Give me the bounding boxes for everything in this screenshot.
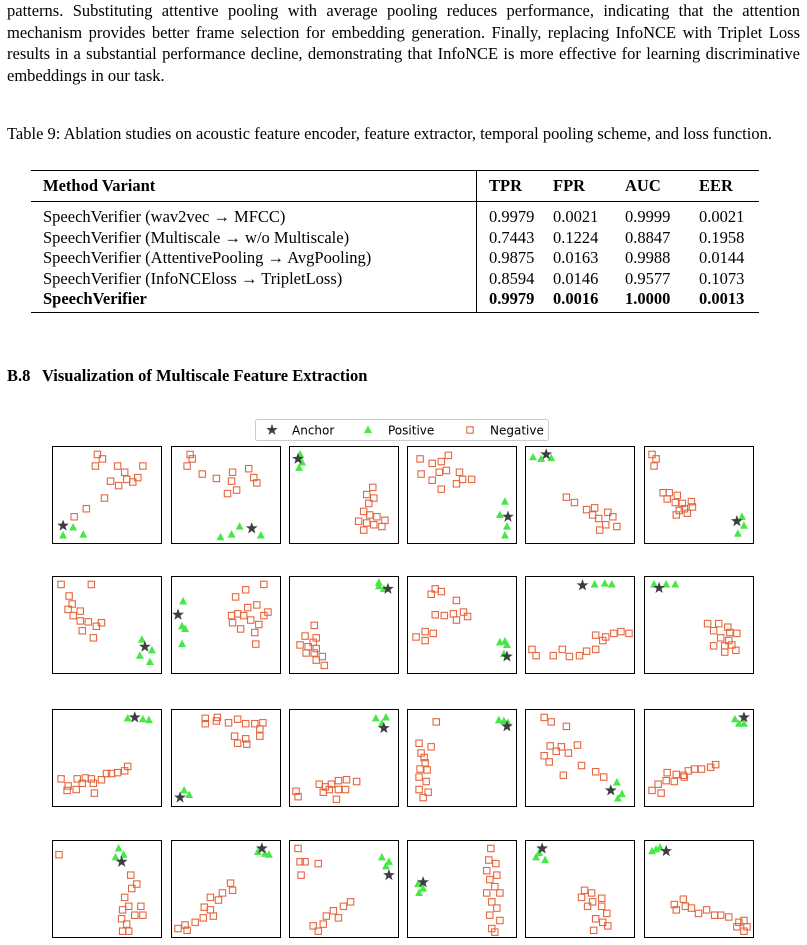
scatter-panel bbox=[53, 710, 162, 807]
panel-frame bbox=[408, 447, 517, 544]
scatter-panel bbox=[526, 841, 635, 938]
scatter-panel bbox=[526, 577, 635, 674]
cell-fpr: 0.1224 bbox=[553, 227, 599, 247]
scatter-panel bbox=[290, 577, 399, 674]
cell-method: SpeechVerifier (AttentivePooling → AvgPooling) bbox=[31, 248, 477, 269]
cell-auc: 1.0000 bbox=[625, 289, 699, 312]
legend-label-anchor: Anchor bbox=[292, 423, 335, 438]
panel-frame bbox=[172, 447, 281, 544]
cell-tpr: 0.7443 bbox=[489, 227, 535, 247]
scatter-panel bbox=[290, 447, 399, 544]
cell-eer: 0.0021 bbox=[699, 207, 745, 226]
scatter-panel bbox=[53, 447, 162, 544]
header-fpr: FPR bbox=[553, 171, 625, 202]
body-paragraph: patterns. Substituting attentive pooling with average pooling reduces performance, indicating that the attention mechanism provides better frame selection for embedding generation. Finally, replacing InfoNCE with Triplet Loss results in a substantial performance decline, demonstrating that InfoNCE is more effective for learning discriminative embeddings in our task. bbox=[7, 1, 800, 85]
cell-tpr: 0.9875 bbox=[489, 248, 535, 267]
cell-tpr: 0.9979 bbox=[477, 289, 554, 312]
scatter-panel bbox=[290, 710, 399, 807]
scatter-panel bbox=[408, 710, 517, 807]
cell-eer: 0.0144 bbox=[699, 248, 745, 267]
section-number: B.8 bbox=[7, 366, 31, 385]
scatter-panel bbox=[408, 841, 517, 938]
scatter-panel bbox=[526, 710, 635, 807]
scatter-panel bbox=[645, 577, 754, 674]
scatter-panel bbox=[645, 841, 754, 938]
cell-eer: 0.0013 bbox=[699, 289, 759, 312]
panel-frame bbox=[53, 841, 162, 938]
scatter-panel bbox=[172, 577, 281, 674]
cell-method: SpeechVerifier (wav2vec → MFCC) bbox=[31, 202, 477, 228]
cell-auc: 0.9999 bbox=[625, 207, 671, 226]
scatter-panel bbox=[53, 841, 162, 938]
scatter-panel bbox=[53, 577, 162, 674]
section-title: Visualization of Multiscale Feature Extraction bbox=[42, 366, 368, 385]
legend-label-positive: Positive bbox=[388, 423, 435, 438]
header-tpr: TPR bbox=[477, 171, 554, 202]
cell-eer: 0.1073 bbox=[699, 268, 745, 288]
scatter-panel bbox=[645, 710, 754, 807]
scatter-panel bbox=[526, 447, 635, 544]
cell-eer: 0.1958 bbox=[699, 227, 745, 247]
figure-legend bbox=[256, 420, 549, 441]
legend-label-negative: Negative bbox=[490, 423, 544, 438]
panel-frame bbox=[645, 447, 754, 544]
panel-frame bbox=[408, 577, 517, 674]
cell-method: SpeechVerifier bbox=[31, 289, 477, 312]
cell-auc: 0.9988 bbox=[625, 248, 671, 267]
scatter-panel bbox=[172, 447, 281, 544]
cell-auc: 0.8847 bbox=[625, 227, 671, 247]
cell-fpr: 0.0146 bbox=[553, 268, 599, 288]
panel-frame bbox=[53, 710, 162, 807]
cell-tpr: 0.9979 bbox=[489, 207, 535, 226]
header-auc: AUC bbox=[625, 171, 699, 202]
cell-fpr: 0.0016 bbox=[553, 289, 625, 312]
header-eer: EER bbox=[699, 171, 759, 202]
cell-fpr: 0.0021 bbox=[553, 207, 599, 226]
scatter-panel bbox=[645, 447, 754, 544]
scatter-panel bbox=[172, 841, 281, 938]
cell-method: SpeechVerifier (Multiscale → w/o Multiscale) bbox=[31, 228, 477, 249]
panel-frame bbox=[172, 710, 281, 807]
table-caption: Table 9: Ablation studies on acoustic feature encoder, feature extractor, temporal pooling scheme, and loss function. bbox=[7, 124, 772, 143]
panel-frame bbox=[172, 577, 281, 674]
panel-frame bbox=[645, 841, 754, 938]
scatter-panel bbox=[172, 710, 281, 807]
panel-frame bbox=[526, 710, 635, 807]
cell-tpr: 0.8594 bbox=[489, 268, 535, 288]
cell-auc: 0.9577 bbox=[625, 268, 671, 288]
panel-frame bbox=[290, 447, 399, 544]
cell-fpr: 0.0163 bbox=[553, 248, 599, 267]
scatter-panel bbox=[408, 447, 517, 544]
cell-method: SpeechVerifier (InfoNCEloss → TripletLoss) bbox=[31, 269, 477, 290]
panel-frame bbox=[53, 577, 162, 674]
header-method-variant: Method Variant bbox=[31, 171, 477, 202]
scatter-panel bbox=[408, 577, 517, 674]
scatter-panel bbox=[290, 841, 399, 938]
